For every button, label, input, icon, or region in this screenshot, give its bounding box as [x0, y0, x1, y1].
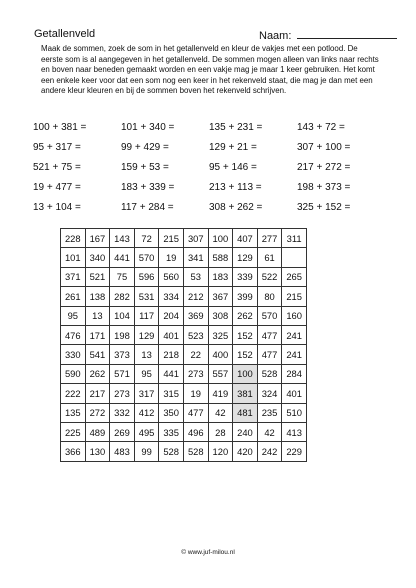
name-input-line[interactable] [297, 28, 397, 39]
sum-item: 100 + 381 = [33, 121, 87, 133]
number-grid-table [60, 228, 307, 462]
grid-cell[interactable]: 334 [159, 287, 184, 306]
grid-cell[interactable]: 441 [110, 248, 135, 267]
grid-cell[interactable]: 120 [208, 442, 233, 461]
grid-cell[interactable]: 135 [61, 403, 86, 422]
name-field[interactable] [259, 28, 397, 42]
grid-cell[interactable]: 265 [282, 267, 307, 286]
grid-cell[interactable]: 419 [208, 384, 233, 403]
grid-cell[interactable]: 570 [134, 248, 159, 267]
page-title: Getallenveld [34, 28, 96, 40]
sum-item: 307 + 100 = [297, 141, 351, 153]
grid-cell[interactable]: 481 [233, 403, 258, 422]
grid-cell[interactable]: 100 [208, 229, 233, 248]
grid-cell[interactable]: 330 [61, 345, 86, 364]
sum-row [33, 197, 385, 217]
sum-item: 129 + 21 = [209, 141, 257, 153]
grid-cell[interactable]: 541 [85, 345, 110, 364]
grid-cell[interactable]: 100 [233, 364, 258, 383]
grid-cell[interactable]: 22 [183, 345, 208, 364]
grid-cell[interactable]: 381 [233, 384, 258, 403]
grid-row [61, 403, 307, 422]
grid-cell[interactable]: 229 [282, 442, 307, 461]
grid-cell[interactable]: 152 [233, 345, 258, 364]
sum-item: 13 + 104 = [33, 201, 81, 213]
grid-cell[interactable]: 212 [183, 287, 208, 306]
grid-cell[interactable]: 19 [159, 248, 184, 267]
grid-cell[interactable]: 528 [183, 442, 208, 461]
grid-cell[interactable]: 80 [257, 287, 282, 306]
grid-cell[interactable]: 217 [85, 384, 110, 403]
grid-cell[interactable]: 204 [159, 306, 184, 325]
grid-cell[interactable]: 215 [159, 229, 184, 248]
grid-cell[interactable]: 42 [257, 422, 282, 441]
sum-item: 95 + 317 = [33, 141, 81, 153]
grid-row [61, 384, 307, 403]
grid-cell[interactable]: 167 [85, 229, 110, 248]
grid-cell[interactable]: 183 [208, 267, 233, 286]
grid-cell[interactable]: 75 [110, 267, 135, 286]
sum-row [33, 137, 385, 157]
sum-item: 135 + 231 = [209, 121, 263, 133]
grid-cell[interactable]: 143 [110, 229, 135, 248]
grid-cell[interactable]: 307 [183, 229, 208, 248]
grid-row [61, 287, 307, 306]
grid-row [61, 422, 307, 441]
grid-cell[interactable]: 19 [183, 384, 208, 403]
footer-credit: © www.juf-milou.nl [181, 549, 235, 556]
grid-cell[interactable]: 53 [183, 267, 208, 286]
grid-cell[interactable]: 400 [208, 345, 233, 364]
sum-item: 213 + 113 = [209, 181, 262, 193]
sum-item: 217 + 272 = [297, 161, 351, 173]
grid-cell[interactable]: 399 [233, 287, 258, 306]
grid-cell[interactable]: 476 [61, 325, 86, 344]
grid-cell[interactable]: 101 [61, 248, 86, 267]
grid-cell[interactable]: 332 [110, 403, 135, 422]
grid-cell[interactable]: 284 [282, 364, 307, 383]
grid-cell[interactable]: 407 [233, 229, 258, 248]
grid-cell[interactable]: 235 [257, 403, 282, 422]
grid-cell[interactable]: 273 [183, 364, 208, 383]
sum-item: 308 + 262 = [209, 201, 263, 213]
grid-cell[interactable]: 228 [61, 229, 86, 248]
grid-cell[interactable]: 441 [159, 364, 184, 383]
grid-cell[interactable]: 99 [134, 442, 159, 461]
grid-cell[interactable]: 522 [257, 267, 282, 286]
grid-cell[interactable]: 350 [159, 403, 184, 422]
sum-item: 19 + 477 = [33, 181, 81, 193]
grid-cell[interactable]: 261 [61, 287, 86, 306]
grid-cell[interactable]: 72 [134, 229, 159, 248]
grid-cell[interactable]: 412 [134, 403, 159, 422]
grid-cell[interactable]: 28 [208, 422, 233, 441]
grid-cell[interactable]: 117 [134, 306, 159, 325]
grid-cell[interactable]: 369 [183, 306, 208, 325]
grid-cell[interactable]: 571 [110, 364, 135, 383]
grid-cell[interactable]: 588 [208, 248, 233, 267]
grid-cell[interactable]: 272 [85, 403, 110, 422]
grid-cell[interactable]: 138 [85, 287, 110, 306]
sum-row [33, 157, 385, 177]
name-label: Naam: [259, 30, 292, 42]
grid-cell[interactable]: 325 [208, 325, 233, 344]
grid-cell[interactable]: 240 [233, 422, 258, 441]
grid-row [61, 267, 307, 286]
grid-cell[interactable]: 311 [282, 229, 307, 248]
grid-cell[interactable]: 420 [233, 442, 258, 461]
grid-row [61, 442, 307, 461]
grid-cell[interactable]: 413 [282, 422, 307, 441]
grid-cell[interactable]: 225 [61, 422, 86, 441]
grid-cell[interactable]: 489 [85, 422, 110, 441]
grid-cell[interactable]: 339 [233, 267, 258, 286]
sum-item: 521 + 75 = [33, 161, 81, 173]
sum-item: 117 + 284 = [121, 201, 174, 213]
sums-section [33, 117, 385, 217]
grid-cell[interactable]: 13 [134, 345, 159, 364]
grid-cell[interactable]: 277 [257, 229, 282, 248]
grid-cell[interactable]: 129 [134, 325, 159, 344]
grid-cell[interactable]: 590 [61, 364, 86, 383]
grid-cell[interactable]: 366 [61, 442, 86, 461]
grid-cell[interactable]: 335 [159, 422, 184, 441]
grid-cell[interactable]: 130 [85, 442, 110, 461]
grid-cell[interactable]: 160 [282, 306, 307, 325]
grid-cell[interactable]: 282 [110, 287, 135, 306]
grid-cell[interactable]: 222 [61, 384, 86, 403]
grid-cell[interactable] [282, 248, 307, 267]
grid-cell[interactable]: 95 [61, 306, 86, 325]
grid-cell[interactable]: 171 [85, 325, 110, 344]
grid-cell[interactable]: 495 [134, 422, 159, 441]
grid-row [61, 229, 307, 248]
sum-row [33, 177, 385, 197]
grid-cell[interactable]: 198 [110, 325, 135, 344]
grid-row [61, 364, 307, 383]
sum-item: 159 + 53 = [121, 161, 169, 173]
sum-item: 99 + 429 = [121, 141, 169, 153]
grid-cell[interactable]: 315 [159, 384, 184, 403]
instructions-text: Maak de sommen, zoek de som in het getallenveld en kleur de vakjes met een potlood. De eerste som is al aangegeven in het getallenveld. De sommen mogen alleen van links naar rechts en boven naar beneden gemaakt worden en een vakje mag je maar 1 keer gebruiken. Het komt een enkele keer voor dat een som nog een keer in het rekenveld staat, die mag je dan met een andere kleur kleuren en bij de sommen boven het rekenveld schrijven. [41, 44, 379, 96]
grid-cell[interactable]: 523 [183, 325, 208, 344]
grid-cell[interactable]: 42 [208, 403, 233, 422]
grid-cell[interactable]: 401 [159, 325, 184, 344]
grid-cell[interactable]: 477 [257, 345, 282, 364]
grid-cell[interactable]: 528 [257, 364, 282, 383]
sum-item: 325 + 152 = [297, 201, 351, 213]
number-grid [60, 228, 307, 462]
grid-cell[interactable]: 371 [61, 267, 86, 286]
grid-cell[interactable]: 570 [257, 306, 282, 325]
grid-cell[interactable]: 61 [257, 248, 282, 267]
grid-cell[interactable]: 215 [282, 287, 307, 306]
grid-cell[interactable]: 241 [282, 345, 307, 364]
grid-cell[interactable]: 242 [257, 442, 282, 461]
grid-row [61, 345, 307, 364]
grid-cell[interactable]: 262 [85, 364, 110, 383]
grid-cell[interactable]: 477 [183, 403, 208, 422]
grid-cell[interactable]: 308 [208, 306, 233, 325]
grid-row [61, 248, 307, 267]
grid-cell[interactable]: 129 [233, 248, 258, 267]
sum-item: 95 + 146 = [209, 161, 257, 173]
grid-cell[interactable]: 324 [257, 384, 282, 403]
grid-cell[interactable]: 373 [110, 345, 135, 364]
grid-row [61, 306, 307, 325]
grid-cell[interactable]: 262 [233, 306, 258, 325]
grid-cell[interactable]: 596 [134, 267, 159, 286]
grid-cell[interactable]: 483 [110, 442, 135, 461]
grid-row [61, 325, 307, 344]
sum-item: 143 + 72 = [297, 121, 345, 133]
grid-cell[interactable]: 341 [183, 248, 208, 267]
grid-cell[interactable]: 241 [282, 325, 307, 344]
grid-cell[interactable]: 340 [85, 248, 110, 267]
grid-cell[interactable]: 496 [183, 422, 208, 441]
sum-row [33, 117, 385, 137]
grid-cell[interactable]: 560 [159, 267, 184, 286]
grid-cell[interactable]: 13 [85, 306, 110, 325]
grid-cell[interactable]: 531 [134, 287, 159, 306]
grid-cell[interactable]: 528 [159, 442, 184, 461]
grid-cell[interactable]: 317 [134, 384, 159, 403]
sum-item: 198 + 373 = [297, 181, 351, 193]
grid-cell[interactable]: 152 [233, 325, 258, 344]
grid-cell[interactable]: 367 [208, 287, 233, 306]
grid-cell[interactable]: 104 [110, 306, 135, 325]
grid-cell[interactable]: 401 [282, 384, 307, 403]
grid-cell[interactable]: 273 [110, 384, 135, 403]
sum-item: 101 + 340 = [121, 121, 175, 133]
grid-cell[interactable]: 510 [282, 403, 307, 422]
grid-cell[interactable]: 269 [110, 422, 135, 441]
grid-cell[interactable]: 95 [134, 364, 159, 383]
grid-cell[interactable]: 218 [159, 345, 184, 364]
grid-cell[interactable]: 557 [208, 364, 233, 383]
grid-cell[interactable]: 477 [257, 325, 282, 344]
sum-item: 183 + 339 = [121, 181, 175, 193]
grid-cell[interactable]: 521 [85, 267, 110, 286]
